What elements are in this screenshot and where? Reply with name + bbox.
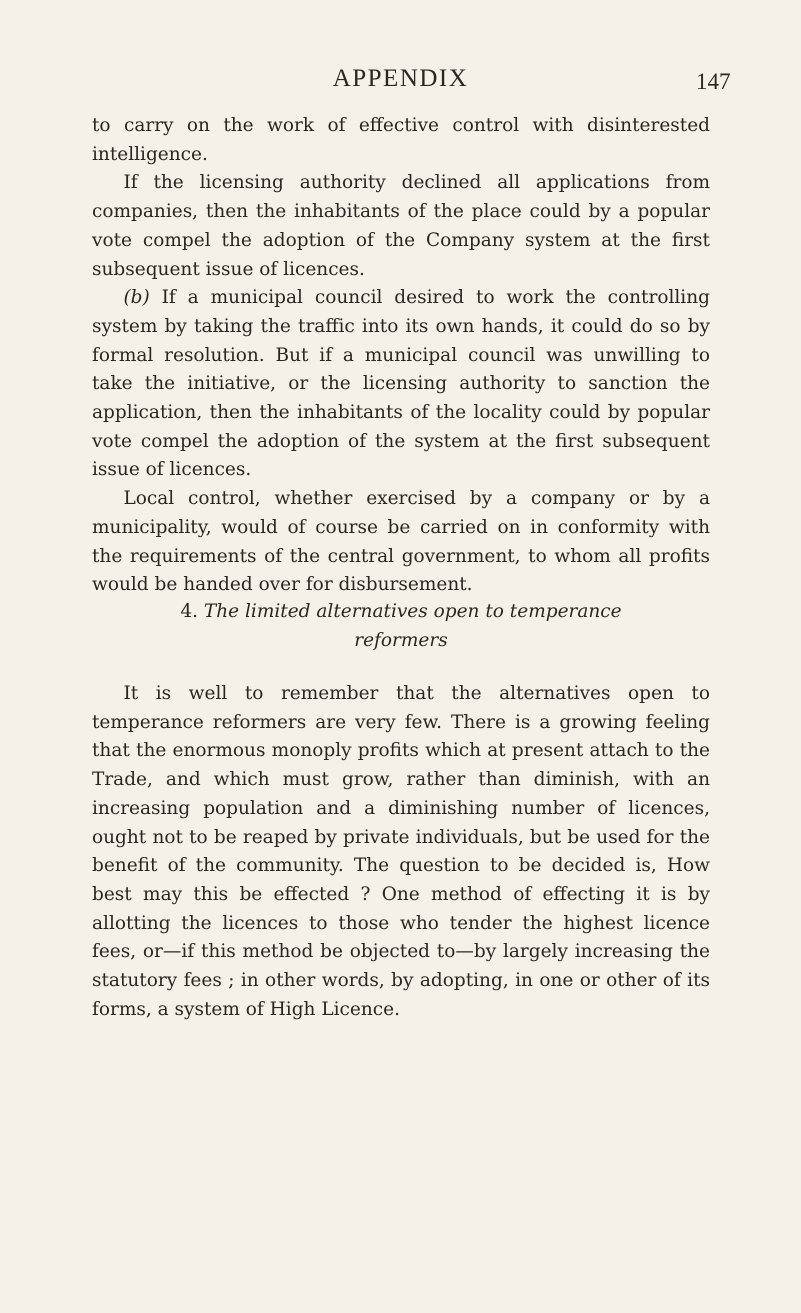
paragraph-company-system: If the licensing authority declined all applications from companies, then the inhabitants of the place could by a popular vote compel the adoption of the Company system at the first subsequent issue of licences. <box>92 172 710 280</box>
page-number: 147 <box>696 69 731 94</box>
section-number: 4. <box>180 601 199 622</box>
paragraph-local-control: Local control, whether exercised by a company or by a municipality, would of course be carried on in conformity with the requirements of the central government, to whom all profits would be handed over for disbursement. <box>92 488 710 596</box>
section-heading-line2: reformers <box>354 629 448 651</box>
paragraph-municipal-council <box>92 284 710 485</box>
running-title: APPENDIX <box>332 65 469 92</box>
section-heading-text: The limited alternatives open to temperance <box>203 601 622 622</box>
running-head <box>0 62 801 96</box>
paragraph-continuation: to carry on the work of effective control with disinterested intelligence. <box>92 115 710 165</box>
body-text-upper <box>92 112 710 600</box>
section-b-label: (b) <box>123 287 150 309</box>
section-b-text: If a municipal council desired to work the controlling system by taking the traffic into its own hands, it could do so by formal resolution. But if a municipal council was unwilling to take the initiative, or the licensing authority to sanction the application, then the inhabitants of the locality could by popular vote compel the adoption of the system at the first subsequent issue of licences. <box>92 287 710 481</box>
section-heading-line1 <box>92 598 710 627</box>
body-text-lower <box>92 680 710 1024</box>
section-heading <box>92 598 710 655</box>
paragraph-alternatives: It is well to remember that the alternatives open to temperance reformers are very few. There is a growing feeling that the enormous monoply profits which at present attach to the Trade, and which must grow, rather than diminish, with an increasing population and a diminishing number of licences, ought not to be reaped by private individuals, but be used for the benefit of the community. The question to be decided is, How best may this be effected ? One method of effecting it is by allotting the licences to those who tender the highest licence fees, or—if this method be objected to—by largely increasing the statutory fees ; in other words, by adopting, in one or other of its forms, a system of High Licence. <box>92 683 710 1020</box>
